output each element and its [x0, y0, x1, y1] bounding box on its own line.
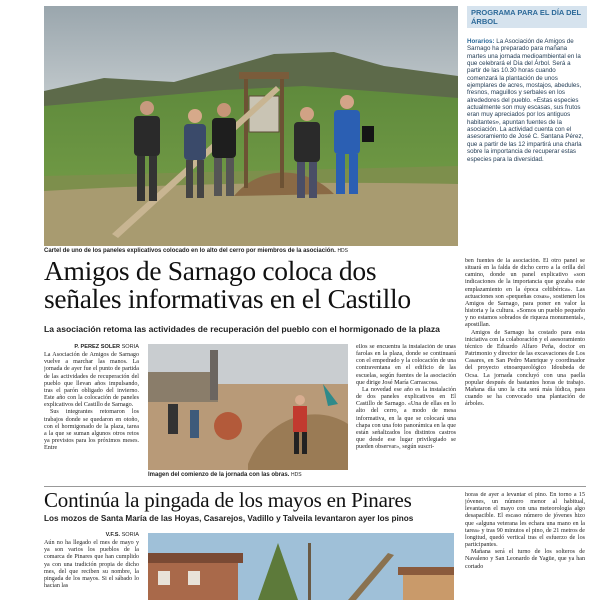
photo-credit: HDS	[337, 248, 348, 254]
caption-text: Cartel de uno de los paneles explicativos colocado en lo alto del cerro por miembros de la asociación.	[44, 248, 336, 254]
article1-column-3	[465, 258, 585, 480]
article1-col1-para1: La Asociación de Amigos de Sarnago vuelve a marchar las manos. La jornada de ayer fue el punto de partida de las actividades de recuperación del pueblo que llevan años impulsando, tras el parón obligado del invierno. Este año con la colocación de paneles explicativos del Castillo de Sarnago.	[44, 352, 139, 409]
article1-col2-para1: ellos se encuentra la instalación de unas farolas en la plaza, donde se continuará con el empedrado y la colocación de una contraventana en el edificio de las escuelas, según fuentes de la asociación que dirige José María Carrascosa.	[356, 344, 456, 386]
article1-caption-text: Imagen del comienzo de la jornada con las obras.	[148, 472, 290, 478]
work-site-photo-icon	[148, 344, 348, 470]
top-photo	[44, 6, 458, 246]
byline-name: P. PÉREZ SOLER	[74, 344, 121, 350]
headline-line-1: Amigos de Sarnago coloca dos	[44, 255, 377, 286]
article1-column-1	[44, 344, 139, 482]
article1-col3-para2: Amigos de Sarnago ha costado para esta iniciativa con la colaboración y el asesoramiento técnico de Eduardo Alfaro Peña, doctor en Patrimonio y director de las excavaciones de Los Casares, en San Pedro Manrique y coordinador del proyecto etnoarqueológico Idoubeda de Ocsa. La jornada concluyó con una paella popular después de bastantes horas de trabajo. Mañana día uno la cita será más lúdica, para cuando se ha convocado una plantación de árboles.	[465, 329, 585, 408]
article2-byline-place: SORIA	[121, 532, 139, 538]
article1-subhead: La asociación retoma las actividades de recuperación del pueblo con el hormigonado de la plaza	[44, 324, 440, 334]
sidebar-label: Horarios:	[467, 38, 495, 45]
article1-col1-para2: Sus integrantes retomaron los trabajos donde se quedaron en otoño, con el hormigonado de la plaza, tarea a la que se suman algunos otros retos ya previstos para los próximos meses. Entre	[44, 409, 139, 452]
section-divider	[44, 486, 586, 487]
landscape-photo-icon	[44, 6, 458, 246]
article2-column-3	[465, 492, 585, 600]
sidebar-title	[467, 6, 587, 28]
article2-subhead: Los mozos de Santa María de las Hoyas, Casarejos, Vadillo y Talveila levantaron ayer los pinos	[44, 514, 414, 523]
headline-line-2: señales informativas en el Castillo	[44, 283, 411, 314]
article2-col1-para1: Aún no ha llegado el mes de mayo y ya son varios los pueblos de la comarca de Pinares que han cumplido ya con una tradición propia de dicho mes, del que reciben su nombre, la pingada de los mayos. Si el sábado lo hacían las	[44, 540, 139, 590]
article2-photo	[148, 533, 454, 600]
article1-byline	[44, 344, 139, 351]
article2-byline-name: V.F.S.	[105, 532, 121, 538]
sidebar-title-text: PROGRAMA PARA EL DÍA DEL ÁRBOL	[471, 8, 582, 26]
article1-headline	[44, 257, 464, 313]
article1-photo-credit: HDS	[291, 472, 302, 478]
article2-column-1	[44, 532, 139, 600]
village-photo-icon	[148, 533, 454, 600]
top-photo-caption	[44, 248, 458, 255]
article2-col3-para2: Mañana será el turno de los solteros de Navaleno y San Leonardo de Yagüe, que ya han cortado	[465, 549, 585, 570]
sidebar-body	[467, 38, 586, 163]
article1-photo-caption	[148, 472, 348, 479]
sidebar-text: La Asociación de Amigos de Sarnago ha preparado para mañana martes una jornada medioambiental en la que celebrará el Día del Árbol. Será a partir de las 10.30 horas cuando comenzará la plantación de unos ejemplares de acres, mostajos, abedules, fresnos, maguillos y serbales en los alrededores del pueblo. «Estas especies actualmente son muy escasas, sus frutos eran muy apreciados por los antiguos habitantes», apuntan fuentes de la asociación. La actividad cuenta con el asesoramiento de José C. Santana Pérez, que a partir de las 12 impartirá una charla sobre la importancia de recuperar estas especies para la diversidad.	[467, 38, 584, 163]
article1-photo	[148, 344, 348, 470]
article1-col3-para1: ben fuentes de la asociación. El otro panel se situará en la falda de dicho cerro a la orilla del camino, donde un panel explicativo «son indicaciones de la importancia que gozaba este emplazamiento en la época celtibérica». Las actuaciones son «pequeñas cosas», sostienen los Amigos de Sarnago, para poner en valor la historia y la cultura. «Somos un pueblo pequeño y no estamos sobrados de riqueza monumental», apostillan.	[465, 258, 585, 329]
article2-byline	[44, 532, 139, 539]
article1-column-2	[356, 344, 456, 482]
article1-col2-para2: La novedad ese año es la instalación de dos paneles explicativos en El Castillo de Sarnago. «Una de ellas en lo alto del cerro, a modo de mesa informativa, en la que se colocará una chapa con una foto panorámica en la que están señalizados los distintos castros que desde ese lugar privilegiado se pueden observar», según suscri-	[356, 386, 456, 451]
article2-col3-para1: horas de ayer a levantar el pino. En torno a 15 jóvenes, un número menor al habitual, levantaron el mayo con una meteorología algo desapacible. El escaso número de jóvenes hizo que «alguna veterana les echara una mano en la tarea» y tras 90 minutos el pino, de 21 metros de longitud, quedó vertical tras el esfuerzo de los participantes.	[465, 492, 585, 549]
byline-place: SORIA	[121, 344, 139, 350]
article2-headline: Continúa la pingada de los mayos en Pinares	[44, 488, 412, 512]
